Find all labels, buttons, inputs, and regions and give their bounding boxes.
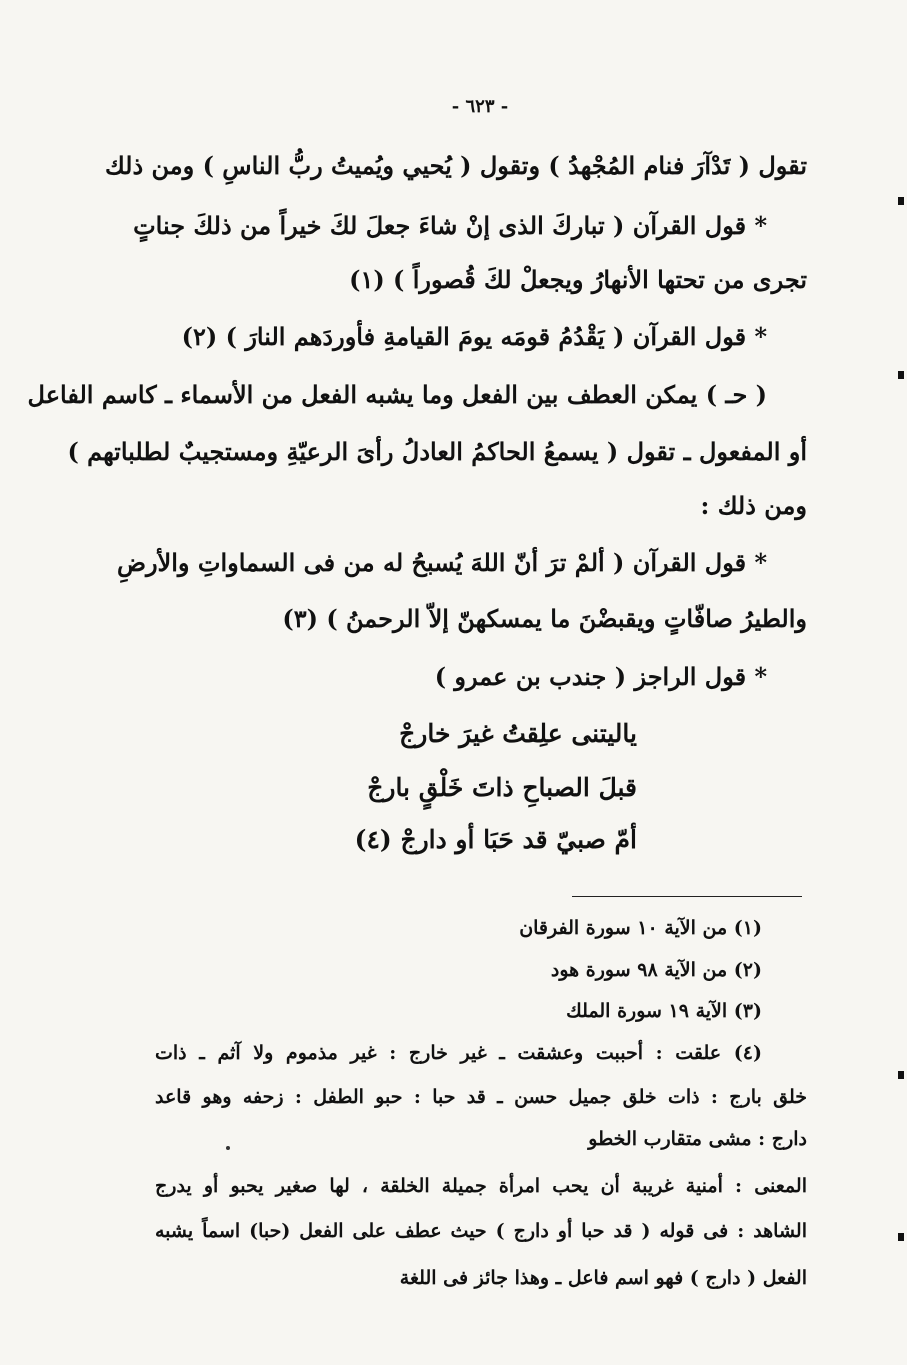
body-line-5: ( حـ ) يمكن العطف بين الفعل وما يشبه الفعل من الأسماء ـ كاسم الفاعل bbox=[27, 380, 767, 409]
footnote-evidence: الشاهد : فى قوله ( قد حبا أو دارج ) حيث عطف على الفعل (حبا) اسماً يشبه bbox=[155, 1220, 807, 1242]
body-line-7: ومن ذلك : bbox=[700, 491, 807, 520]
scan-mark bbox=[898, 197, 904, 205]
body-line-9: والطيرُ صافّاتٍ ويقبضْنَ ما يمسكهنّ إلاّ الرحمنُ ) (٣) bbox=[282, 604, 807, 633]
scan-speck bbox=[226, 1146, 230, 1150]
scan-mark bbox=[898, 1071, 904, 1079]
page-number: - ٦٢٣ - bbox=[451, 96, 509, 117]
body-line-3: تجرى من تحتها الأنهارُ ويجعلْ لكَ قُصوراً ) (١) bbox=[349, 265, 807, 294]
footnote-2: (٢) من الآية ٩٨ سورة هود bbox=[550, 959, 762, 981]
footnote-3: (٣) الآية ١٩ سورة الملك bbox=[566, 1000, 762, 1022]
scan-mark bbox=[898, 1233, 904, 1241]
footnote-evidence-cont: الفعل ( دارج ) فهو اسم فاعل ـ وهذا جائز فى اللغة bbox=[399, 1267, 807, 1289]
footnote-meaning: المعنى : أمنية غريبة أن يحب امرأة جميلة الخلقة ، لها صغير يحبو أو يدرج bbox=[155, 1175, 807, 1197]
body-line-8: * قول القرآن ( ألمْ ترَ أنّ اللهَ يُسبحُ له من فى السماواتِ والأرضِ bbox=[116, 548, 767, 577]
body-line-6: أو المفعول ـ تقول ( يسمعُ الحاكمُ العادلُ رأىَ الرعيّةِ ومستجيبٌ لطلباتهم ) bbox=[67, 437, 807, 466]
poem-verse-2: قبلَ الصباحِ ذاتَ خَلْقٍ بارجْ bbox=[367, 773, 637, 802]
scan-mark bbox=[898, 371, 904, 379]
body-line-10: * قول الراجز ( جندب بن عمرو ) bbox=[434, 662, 767, 691]
body-line-2: * قول القرآن ( تباركَ الذى إنْ شاءَ جعلَ لكَ خيراً من ذلكَ جناتٍ bbox=[133, 211, 767, 240]
footnote-4-cont-1: خلق بارج : ذات خلق جميل حسن ـ قد حبا : حبو الطفل : زحفه وهو قاعد bbox=[155, 1086, 807, 1108]
body-line-1: تقول ( تَدْآرَ فنام المُجْهدُ ) وتقول ( يُحيي ويُميتُ ربُّ الناسِ ) ومن ذلك bbox=[104, 151, 807, 180]
body-line-4: * قول القرآن ( يَقْدُمُ قومَه يومَ القيامةِ فأوردَهم النارَ ) (٢) bbox=[181, 322, 767, 351]
poem-verse-1: ياليتنى علِقتُ غيرَ خارجْ bbox=[399, 719, 637, 748]
poem-verse-3: أمّ صبيّ قد حَبَا أو دارجْ (٤) bbox=[354, 825, 637, 854]
footnote-4: (٤) علقت : أحببت وعشقت ـ غير خارج : غير مذموم ولا آثم ـ ذات bbox=[155, 1042, 762, 1064]
footnote-4-cont-2: دارج : مشى متقارب الخطو bbox=[588, 1128, 807, 1150]
footnote-separator bbox=[572, 896, 802, 897]
footnote-1: (١) من الآية ١٠ سورة الفرقان bbox=[519, 917, 762, 939]
